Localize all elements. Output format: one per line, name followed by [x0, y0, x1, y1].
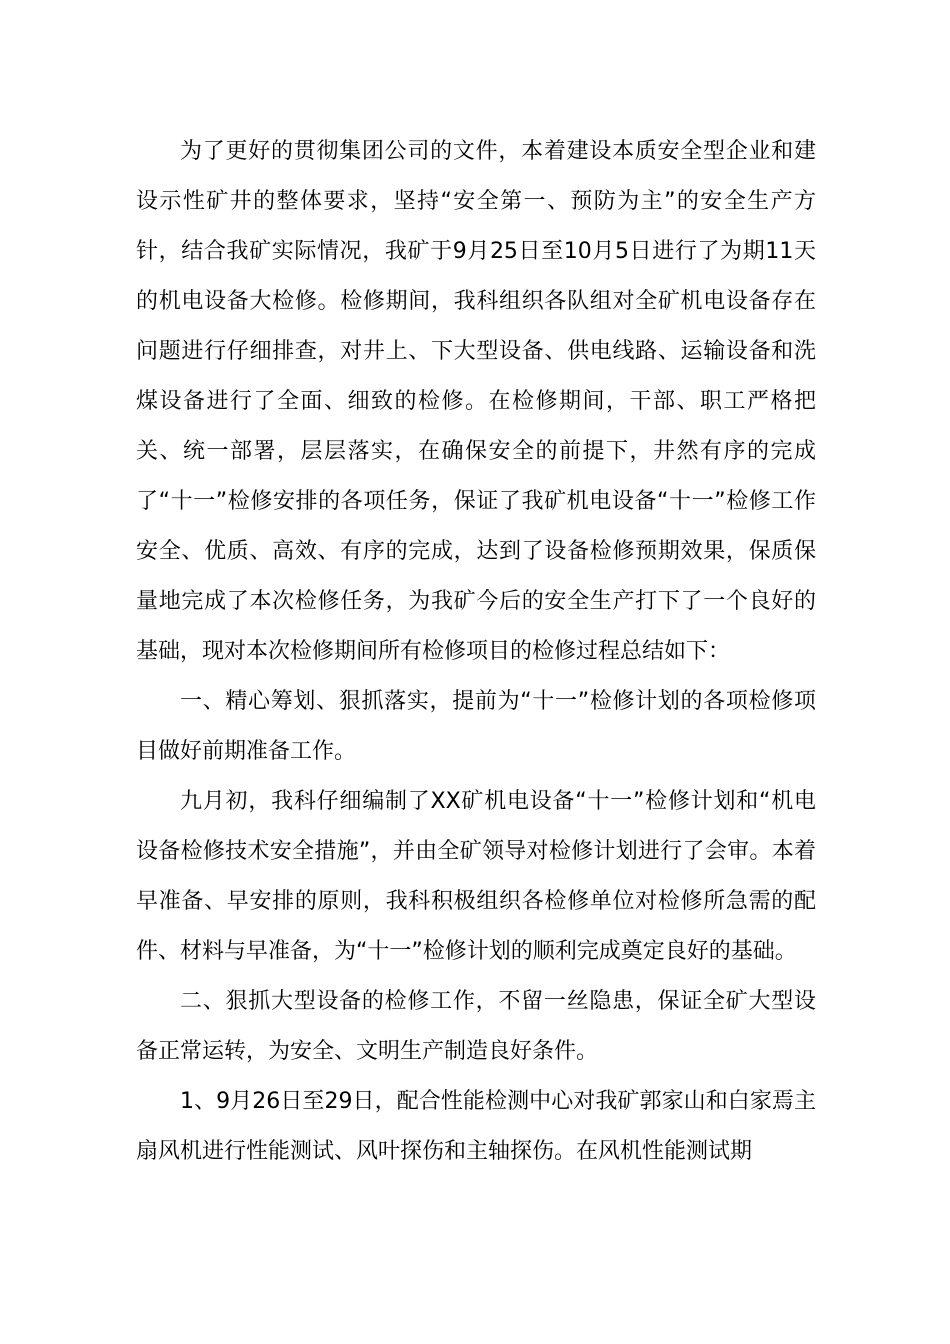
paragraph-intro: 为了更好的贯彻集团公司的文件，本着建设本质安全型企业和建设示性矿井的整体要求，坚持“安全第一、预防为主”的安全生产方针，结合我矿实际情况，我矿于9月25日至10月5日进行了为期11天的机电设备大检修。检修期间，我科组织各队组对全矿机电设备存在问题进行仔细排查，对井上、下大型设备、供电线路、运输设备和洗煤设备进行了全面、细致的检修。在检修期间，干部、职工严格把关、统一部署，层层落实，在确保安全的前提下，井然有序的完成了“十一”检修安排的各项任务，保证了我矿机电设备“十一”检修工作安全、优质、高效、有序的完成，达到了设备检修预期效果，保质保量地完成了本次检修任务，为我矿今后的安全生产打下了一个良好的基础，现对本次检修期间所有检修项目的检修过程总结如下：: [136, 139, 816, 664]
document-body: [136, 127, 816, 1177]
paragraph-section-2-heading: 二、狠抓大型设备的检修工作，不留一丝隐患，保证全矿大型设备正常运转，为安全、文明生产制造良好条件。: [136, 989, 816, 1064]
paragraph-section-1-body: 九月初，我科仔细编制了XX矿机电设备“十一”检修计划和“机电设备检修技术安全措施”，并由全矿领导对检修计划进行了会审。本着早准备、早安排的原则，我科积极组织各检修单位对检修所急需的配件、材料与早准备，为“十一”检修计划的顺利完成奠定良好的基础。: [136, 789, 816, 964]
paragraph-section-2-item-1: 1、9月26日至29日，配合性能检测中心对我矿郭家山和白家焉主扇风机进行性能测试、风叶探伤和主轴探伤。在风机性能测试期: [136, 1089, 816, 1164]
paragraph-section-1-heading: 一、精心筹划、狠抓落实，提前为“十一”检修计划的各项检修项目做好前期准备工作。: [136, 689, 816, 764]
